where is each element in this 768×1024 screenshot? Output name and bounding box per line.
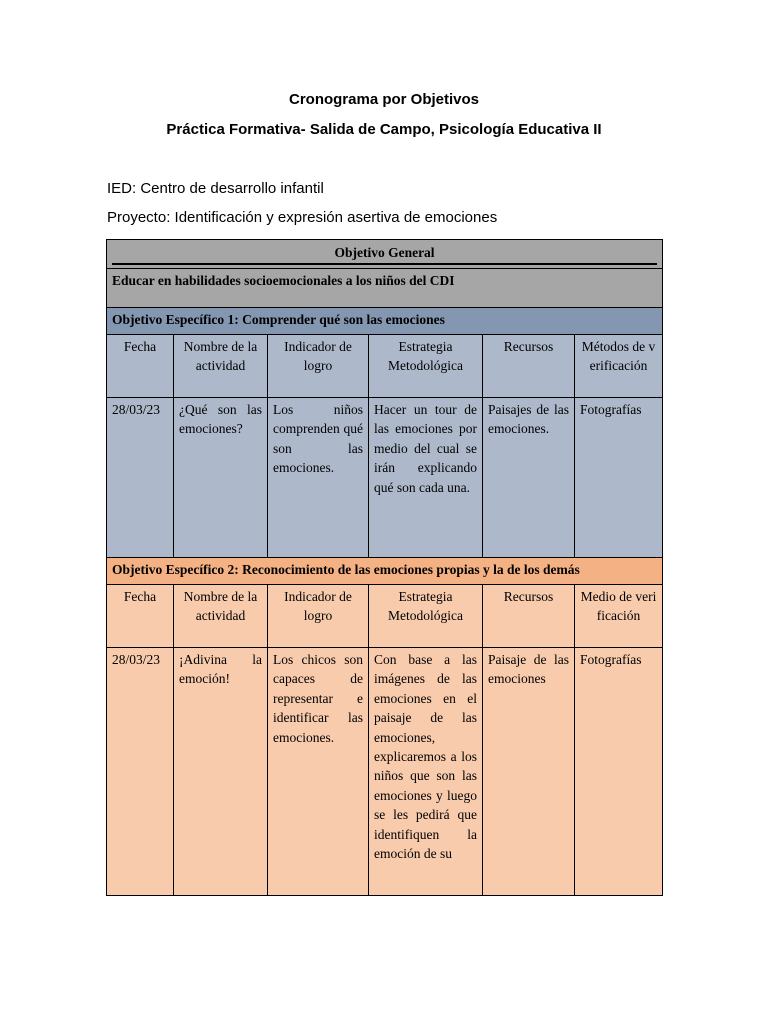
objective-1-header-row bbox=[107, 335, 663, 398]
ied-line: IED: Centro de desarrollo infantil bbox=[107, 180, 324, 197]
column-header-recursos: Recursos bbox=[483, 335, 575, 398]
column-header-nombre: Nombre de la actividad bbox=[174, 335, 268, 398]
objective-2-header-row bbox=[107, 585, 663, 648]
document-title: Cronograma por Objetivos bbox=[288, 91, 480, 108]
general-objective-header-row bbox=[107, 240, 663, 269]
specific-objective-1-title: Objetivo Específico 1: Comprender qué son las emociones bbox=[107, 308, 663, 335]
specific-objective-2-title: Objetivo Específico 2: Reconocimiento de las emociones propias y la de los demás bbox=[107, 558, 663, 585]
cell-nombre-actividad: ¡Adivina la emoción! bbox=[174, 648, 268, 896]
column-header-indicador: Indicador de logro bbox=[268, 585, 369, 648]
cell-nombre-actividad: ¿Qué son las emociones? bbox=[174, 398, 268, 558]
cell-estrategia: Hacer un tour de las emociones por medio del cual se irán explicando qué son cada una. bbox=[369, 398, 483, 558]
cell-fecha: 28/03/23 bbox=[107, 398, 174, 558]
cell-indicador-logro: Los chicos son capaces de representar e identificar las emociones. bbox=[268, 648, 369, 896]
cronograma-table bbox=[106, 239, 663, 896]
column-header-verificacion: Métodos de verificación bbox=[575, 335, 663, 398]
column-header-estrategia: Estrategia Metodológica bbox=[369, 335, 483, 398]
specific-objective-2-row bbox=[107, 558, 663, 585]
objective-2-data-row bbox=[107, 648, 663, 896]
specific-objective-1-row bbox=[107, 308, 663, 335]
general-objective-row bbox=[107, 269, 663, 308]
column-header-verificacion: Medio de verificación bbox=[575, 585, 663, 648]
column-header-estrategia: Estrategia Metodológica bbox=[369, 585, 483, 648]
cell-verificacion: Fotografías bbox=[575, 398, 663, 558]
cell-fecha: 28/03/23 bbox=[107, 648, 174, 896]
cell-recursos: Paisaje de las emociones bbox=[483, 648, 575, 896]
general-objective-header-cell bbox=[107, 240, 663, 269]
column-header-fecha: Fecha bbox=[107, 585, 174, 648]
general-objective-header: Objetivo General bbox=[112, 242, 657, 265]
column-header-indicador: Indicador de logro bbox=[268, 335, 369, 398]
column-header-recursos: Recursos bbox=[483, 585, 575, 648]
cell-verificacion: Fotografías bbox=[575, 648, 663, 896]
cell-recursos: Paisajes de las emociones. bbox=[483, 398, 575, 558]
cell-estrategia: Con base a las imágenes de las emociones en el paisaje de las emociones, explicaremos a los niños que son las emociones y luego se les pedirá que identifiquen la emoción de su bbox=[369, 648, 483, 896]
cell-indicador-logro: Los niños comprenden qué son las emociones. bbox=[268, 398, 369, 558]
column-header-nombre: Nombre de la actividad bbox=[174, 585, 268, 648]
objective-1-data-row bbox=[107, 398, 663, 558]
proyecto-line: Proyecto: Identificación y expresión asertiva de emociones bbox=[107, 209, 498, 226]
general-objective-text: Educar en habilidades socioemocionales a los niños del CDI bbox=[107, 269, 663, 308]
column-header-fecha: Fecha bbox=[107, 335, 174, 398]
document-subtitle: Práctica Formativa- Salida de Campo, Psicología Educativa II bbox=[166, 121, 602, 138]
